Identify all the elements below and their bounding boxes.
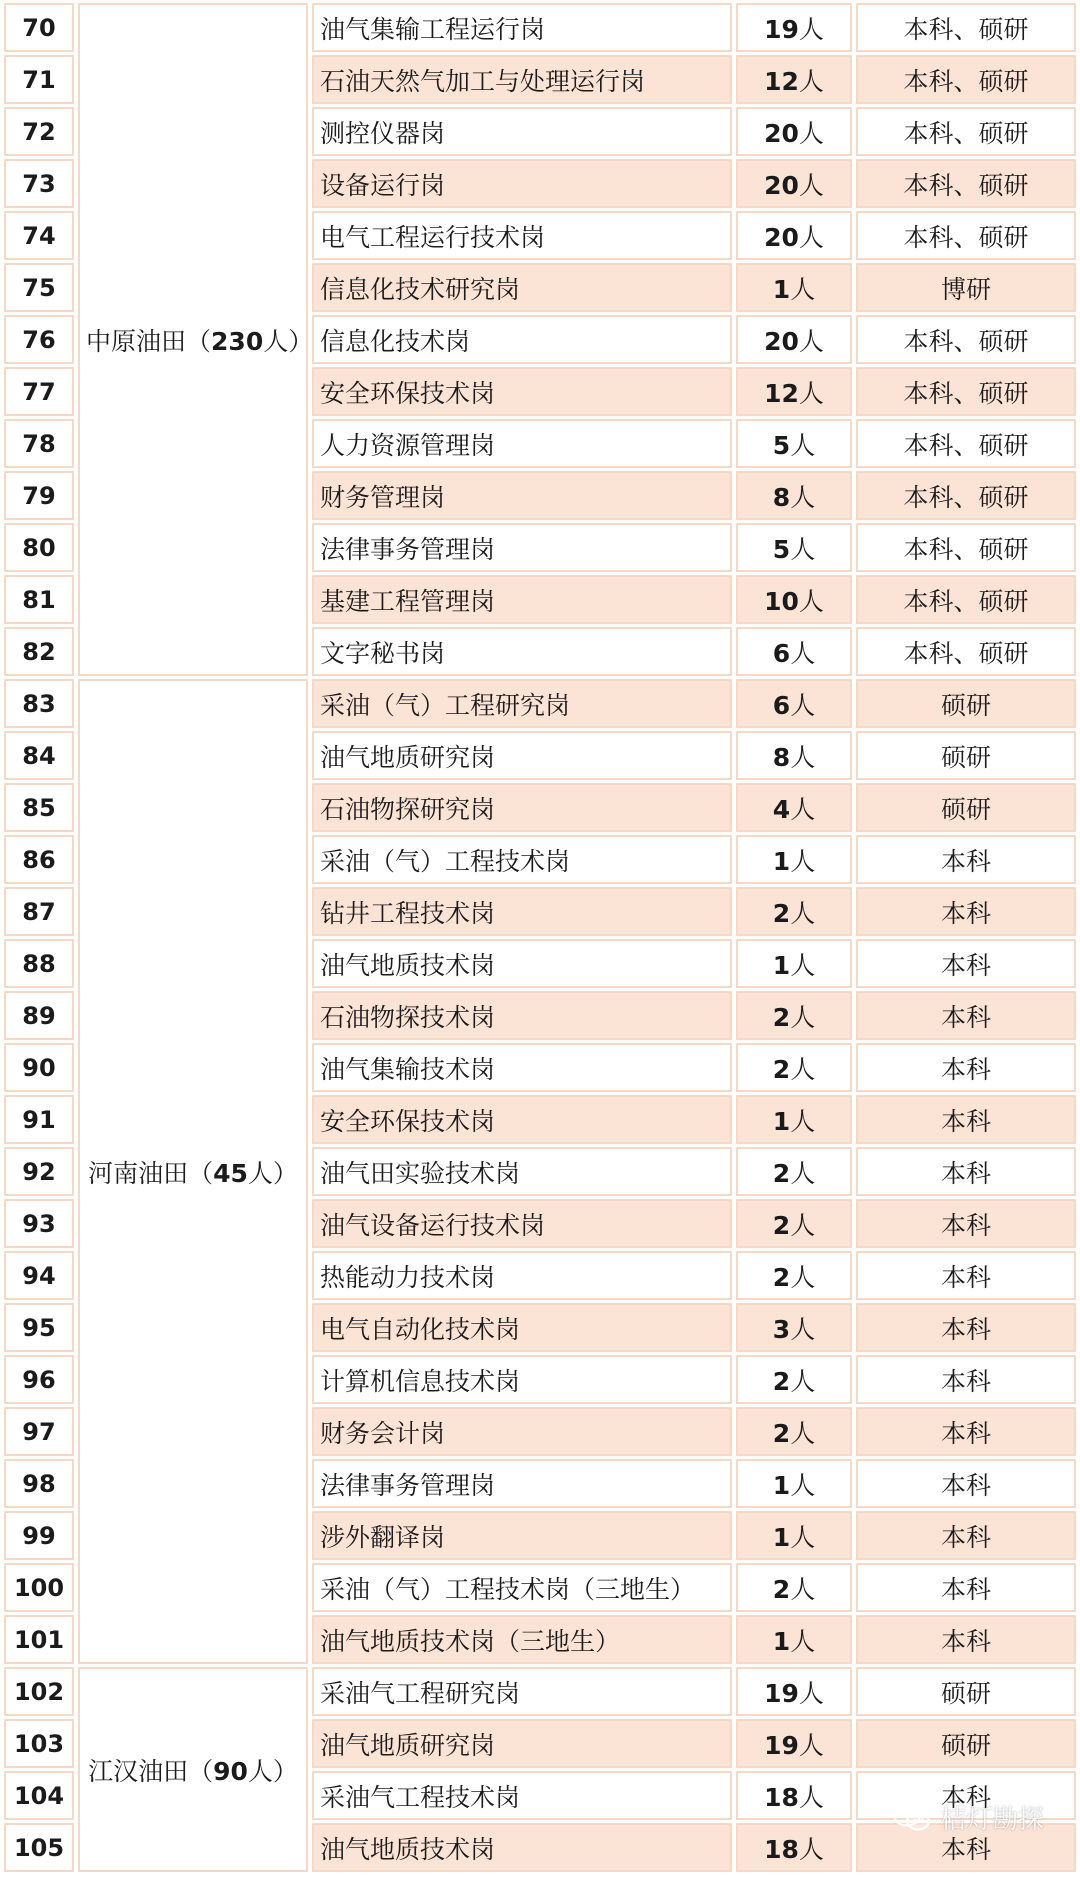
headcount-suffix: 人 bbox=[790, 1470, 816, 1500]
unit-name: 中原油田 bbox=[86, 326, 187, 356]
education-requirement: 本科、硕研 bbox=[856, 367, 1076, 416]
education-requirement: 本科 bbox=[856, 887, 1076, 936]
education-requirement: 本科、硕研 bbox=[856, 575, 1076, 624]
headcount-suffix: 人 bbox=[790, 1626, 816, 1656]
education-requirement: 本科 bbox=[856, 1147, 1076, 1196]
headcount-value: 2 bbox=[772, 898, 791, 928]
headcount-suffix: 人 bbox=[790, 1210, 816, 1240]
headcount-value: 19 bbox=[764, 1678, 799, 1708]
headcount-suffix: 人 bbox=[790, 274, 816, 304]
position-name: 油气田实验技术岗 bbox=[312, 1147, 732, 1196]
headcount-cell bbox=[736, 991, 852, 1040]
headcount-value: 2 bbox=[772, 1002, 791, 1032]
headcount-suffix: 人 bbox=[790, 482, 816, 512]
education-requirement: 本科 bbox=[856, 1459, 1076, 1508]
headcount-suffix: 人 bbox=[790, 846, 816, 876]
watermark-text: 桔灯勘探 bbox=[939, 1805, 1044, 1835]
unit-cell bbox=[78, 1667, 308, 1872]
headcount-suffix: 人 bbox=[790, 1106, 816, 1136]
headcount-cell bbox=[736, 575, 852, 624]
education-requirement: 硕研 bbox=[856, 1719, 1076, 1768]
unit-open-paren: （ bbox=[188, 1756, 214, 1786]
headcount-suffix: 人 bbox=[798, 14, 824, 44]
position-name: 电气工程运行技术岗 bbox=[312, 211, 732, 260]
unit-name: 江汉油田 bbox=[88, 1756, 189, 1786]
headcount-value: 4 bbox=[772, 794, 791, 824]
row-number: 78 bbox=[4, 419, 74, 468]
position-name: 热能动力技术岗 bbox=[312, 1251, 732, 1300]
headcount-cell bbox=[736, 1459, 852, 1508]
row-number: 97 bbox=[4, 1407, 74, 1456]
unit-count-suffix: 人 bbox=[247, 1158, 273, 1188]
headcount-value: 20 bbox=[764, 118, 799, 148]
education-requirement: 本科 bbox=[856, 1095, 1076, 1144]
row-number: 74 bbox=[4, 211, 74, 260]
headcount-suffix: 人 bbox=[798, 66, 824, 96]
headcount-value: 1 bbox=[772, 1626, 791, 1656]
headcount-suffix: 人 bbox=[798, 326, 824, 356]
position-name: 油气地质技术岗（三地生） bbox=[312, 1615, 732, 1664]
headcount-suffix: 人 bbox=[798, 586, 824, 616]
headcount-suffix: 人 bbox=[790, 742, 816, 772]
position-name: 采油（气）工程研究岗 bbox=[312, 679, 732, 728]
headcount-cell bbox=[736, 835, 852, 884]
headcount-suffix: 人 bbox=[790, 1522, 816, 1552]
headcount-cell bbox=[736, 1303, 852, 1352]
row-number: 77 bbox=[4, 367, 74, 416]
education-requirement: 本科 bbox=[856, 1615, 1076, 1664]
education-requirement: 本科 bbox=[856, 1303, 1076, 1352]
position-name: 电气自动化技术岗 bbox=[312, 1303, 732, 1352]
row-number: 98 bbox=[4, 1459, 74, 1508]
headcount-cell bbox=[736, 731, 852, 780]
education-requirement: 本科 bbox=[856, 939, 1076, 988]
education-requirement: 本科 bbox=[856, 1563, 1076, 1612]
row-number: 94 bbox=[4, 1251, 74, 1300]
position-name: 油气地质研究岗 bbox=[312, 1719, 732, 1768]
headcount-suffix: 人 bbox=[798, 1730, 824, 1760]
education-requirement: 本科 bbox=[856, 1355, 1076, 1404]
headcount-suffix: 人 bbox=[790, 950, 816, 980]
table-row bbox=[4, 3, 1076, 52]
row-number: 75 bbox=[4, 263, 74, 312]
headcount-cell bbox=[736, 211, 852, 260]
headcount-value: 1 bbox=[772, 274, 791, 304]
row-number: 87 bbox=[4, 887, 74, 936]
headcount-suffix: 人 bbox=[798, 378, 824, 408]
headcount-suffix: 人 bbox=[798, 1782, 824, 1812]
position-name: 油气集输工程运行岗 bbox=[312, 3, 732, 52]
headcount-value: 19 bbox=[764, 1730, 799, 1760]
headcount-value: 5 bbox=[772, 534, 791, 564]
position-name: 采油（气）工程技术岗 bbox=[312, 835, 732, 884]
headcount-suffix: 人 bbox=[790, 1574, 816, 1604]
education-requirement: 本科 bbox=[856, 1199, 1076, 1248]
unit-name: 河南油田 bbox=[88, 1158, 189, 1188]
headcount-value: 18 bbox=[764, 1834, 799, 1864]
row-number: 100 bbox=[4, 1563, 74, 1612]
headcount-value: 2 bbox=[772, 1366, 791, 1396]
headcount-value: 2 bbox=[772, 1574, 791, 1604]
education-requirement: 本科 bbox=[856, 1251, 1076, 1300]
position-name: 法律事务管理岗 bbox=[312, 523, 732, 572]
headcount-cell bbox=[736, 55, 852, 104]
headcount-value: 20 bbox=[764, 170, 799, 200]
position-name: 人力资源管理岗 bbox=[312, 419, 732, 468]
headcount-value: 3 bbox=[772, 1314, 791, 1344]
position-name: 油气设备运行技术岗 bbox=[312, 1199, 732, 1248]
headcount-suffix: 人 bbox=[790, 1158, 816, 1188]
unit-count-suffix: 人 bbox=[247, 1756, 273, 1786]
headcount-cell bbox=[736, 107, 852, 156]
headcount-cell bbox=[736, 263, 852, 312]
headcount-cell bbox=[736, 1511, 852, 1560]
table-row bbox=[4, 1667, 1076, 1716]
position-name: 采油气工程研究岗 bbox=[312, 1667, 732, 1716]
headcount-value: 1 bbox=[772, 950, 791, 980]
headcount-cell bbox=[736, 3, 852, 52]
education-requirement: 博研 bbox=[856, 263, 1076, 312]
row-number: 71 bbox=[4, 55, 74, 104]
headcount-suffix: 人 bbox=[790, 534, 816, 564]
headcount-value: 2 bbox=[772, 1418, 791, 1448]
education-requirement: 硕研 bbox=[856, 679, 1076, 728]
position-name: 油气地质技术岗 bbox=[312, 939, 732, 988]
unit-count: 230 bbox=[211, 326, 264, 356]
education-requirement: 本科 bbox=[856, 1043, 1076, 1092]
headcount-value: 10 bbox=[764, 586, 799, 616]
headcount-suffix: 人 bbox=[790, 1314, 816, 1344]
row-number: 73 bbox=[4, 159, 74, 208]
headcount-value: 6 bbox=[772, 638, 791, 668]
headcount-suffix: 人 bbox=[798, 1834, 824, 1864]
unit-close-paren: ） bbox=[288, 326, 314, 356]
unit-open-paren: （ bbox=[188, 1158, 214, 1188]
headcount-cell bbox=[736, 887, 852, 936]
headcount-cell bbox=[736, 1355, 852, 1404]
headcount-suffix: 人 bbox=[798, 1678, 824, 1708]
headcount-cell bbox=[736, 783, 852, 832]
education-requirement: 硕研 bbox=[856, 783, 1076, 832]
position-name: 设备运行岗 bbox=[312, 159, 732, 208]
row-number: 101 bbox=[4, 1615, 74, 1664]
position-name: 安全环保技术岗 bbox=[312, 1095, 732, 1144]
position-name: 油气集输技术岗 bbox=[312, 1043, 732, 1092]
headcount-cell bbox=[736, 1563, 852, 1612]
row-number: 72 bbox=[4, 107, 74, 156]
position-name: 财务会计岗 bbox=[312, 1407, 732, 1456]
headcount-suffix: 人 bbox=[790, 430, 816, 460]
headcount-cell bbox=[736, 1615, 852, 1664]
headcount-value: 8 bbox=[772, 742, 791, 772]
position-name: 油气地质研究岗 bbox=[312, 731, 732, 780]
headcount-suffix: 人 bbox=[790, 1002, 816, 1032]
unit-close-paren: ） bbox=[272, 1158, 298, 1188]
education-requirement: 硕研 bbox=[856, 1667, 1076, 1716]
education-requirement: 本科、硕研 bbox=[856, 3, 1076, 52]
row-number: 91 bbox=[4, 1095, 74, 1144]
headcount-cell bbox=[736, 1407, 852, 1456]
headcount-value: 1 bbox=[772, 1522, 791, 1552]
headcount-value: 1 bbox=[772, 1106, 791, 1136]
position-name: 法律事务管理岗 bbox=[312, 1459, 732, 1508]
unit-count: 45 bbox=[213, 1158, 248, 1188]
education-requirement: 本科、硕研 bbox=[856, 159, 1076, 208]
headcount-cell bbox=[736, 315, 852, 364]
position-name: 油气地质技术岗 bbox=[312, 1823, 732, 1872]
education-requirement: 本科、硕研 bbox=[856, 471, 1076, 520]
education-requirement: 本科、硕研 bbox=[856, 523, 1076, 572]
headcount-cell bbox=[736, 419, 852, 468]
unit-count-suffix: 人 bbox=[263, 326, 289, 356]
row-number: 79 bbox=[4, 471, 74, 520]
headcount-suffix: 人 bbox=[798, 118, 824, 148]
row-number: 93 bbox=[4, 1199, 74, 1248]
education-requirement: 本科 bbox=[856, 1771, 1076, 1820]
row-number: 89 bbox=[4, 991, 74, 1040]
headcount-value: 2 bbox=[772, 1210, 791, 1240]
education-requirement: 本科 bbox=[856, 835, 1076, 884]
education-requirement: 本科、硕研 bbox=[856, 419, 1076, 468]
row-number: 76 bbox=[4, 315, 74, 364]
unit-close-paren: ） bbox=[272, 1756, 298, 1786]
education-requirement: 本科 bbox=[856, 1407, 1076, 1456]
position-name: 基建工程管理岗 bbox=[312, 575, 732, 624]
headcount-value: 6 bbox=[772, 690, 791, 720]
headcount-cell bbox=[736, 1095, 852, 1144]
headcount-suffix: 人 bbox=[790, 1418, 816, 1448]
headcount-cell bbox=[736, 1771, 852, 1820]
row-number: 99 bbox=[4, 1511, 74, 1560]
headcount-value: 2 bbox=[772, 1158, 791, 1188]
headcount-cell bbox=[736, 1719, 852, 1768]
row-number: 83 bbox=[4, 679, 74, 728]
headcount-cell bbox=[736, 1251, 852, 1300]
headcount-value: 18 bbox=[764, 1782, 799, 1812]
row-number: 88 bbox=[4, 939, 74, 988]
headcount-cell bbox=[736, 471, 852, 520]
headcount-value: 1 bbox=[772, 846, 791, 876]
position-name: 计算机信息技术岗 bbox=[312, 1355, 732, 1404]
headcount-cell bbox=[736, 1667, 852, 1716]
position-name: 采油气工程技术岗 bbox=[312, 1771, 732, 1820]
position-name: 石油物探技术岗 bbox=[312, 991, 732, 1040]
headcount-value: 5 bbox=[772, 430, 791, 460]
headcount-suffix: 人 bbox=[790, 1262, 816, 1292]
headcount-suffix: 人 bbox=[790, 898, 816, 928]
headcount-value: 12 bbox=[764, 378, 799, 408]
row-number: 104 bbox=[4, 1771, 74, 1820]
education-requirement: 本科 bbox=[856, 1511, 1076, 1560]
headcount-value: 8 bbox=[772, 482, 791, 512]
position-name: 石油天然气加工与处理运行岗 bbox=[312, 55, 732, 104]
headcount-cell bbox=[736, 679, 852, 728]
headcount-suffix: 人 bbox=[790, 690, 816, 720]
headcount-suffix: 人 bbox=[798, 170, 824, 200]
row-number: 82 bbox=[4, 627, 74, 676]
headcount-cell bbox=[736, 367, 852, 416]
position-name: 财务管理岗 bbox=[312, 471, 732, 520]
headcount-cell bbox=[736, 627, 852, 676]
headcount-cell bbox=[736, 523, 852, 572]
headcount-suffix: 人 bbox=[790, 1366, 816, 1396]
row-number: 105 bbox=[4, 1823, 74, 1872]
headcount-suffix: 人 bbox=[790, 794, 816, 824]
education-requirement: 本科、硕研 bbox=[856, 211, 1076, 260]
headcount-value: 12 bbox=[764, 66, 799, 96]
headcount-suffix: 人 bbox=[790, 638, 816, 668]
position-name: 信息化技术研究岗 bbox=[312, 263, 732, 312]
headcount-value: 20 bbox=[764, 222, 799, 252]
headcount-cell bbox=[736, 1147, 852, 1196]
position-name: 钻井工程技术岗 bbox=[312, 887, 732, 936]
row-number: 84 bbox=[4, 731, 74, 780]
unit-count: 90 bbox=[213, 1756, 248, 1786]
education-requirement: 本科、硕研 bbox=[856, 107, 1076, 156]
headcount-value: 2 bbox=[772, 1262, 791, 1292]
row-number: 80 bbox=[4, 523, 74, 572]
education-requirement: 本科 bbox=[856, 1823, 1076, 1872]
unit-cell bbox=[78, 679, 308, 1664]
row-number: 86 bbox=[4, 835, 74, 884]
position-name: 文字秘书岗 bbox=[312, 627, 732, 676]
education-requirement: 本科 bbox=[856, 991, 1076, 1040]
headcount-cell bbox=[736, 1199, 852, 1248]
education-requirement: 硕研 bbox=[856, 731, 1076, 780]
table-row bbox=[4, 679, 1076, 728]
headcount-value: 19 bbox=[764, 14, 799, 44]
position-name: 涉外翻译岗 bbox=[312, 1511, 732, 1560]
headcount-value: 20 bbox=[764, 326, 799, 356]
headcount-cell bbox=[736, 939, 852, 988]
row-number: 85 bbox=[4, 783, 74, 832]
unit-cell bbox=[78, 3, 314, 676]
headcount-suffix: 人 bbox=[798, 222, 824, 252]
headcount-cell bbox=[736, 159, 852, 208]
headcount-value: 2 bbox=[772, 1054, 791, 1084]
row-number: 103 bbox=[4, 1719, 74, 1768]
position-name: 采油（气）工程技术岗（三地生） bbox=[312, 1563, 732, 1612]
education-requirement: 本科、硕研 bbox=[856, 55, 1076, 104]
position-name: 测控仪器岗 bbox=[312, 107, 732, 156]
education-requirement: 本科、硕研 bbox=[856, 627, 1076, 676]
headcount-suffix: 人 bbox=[790, 1054, 816, 1084]
position-name: 信息化技术岗 bbox=[312, 315, 732, 364]
row-number: 92 bbox=[4, 1147, 74, 1196]
table-body bbox=[4, 3, 1076, 1872]
headcount-value: 1 bbox=[772, 1470, 791, 1500]
row-number: 90 bbox=[4, 1043, 74, 1092]
position-name: 安全环保技术岗 bbox=[312, 367, 732, 416]
headcount-cell bbox=[736, 1043, 852, 1092]
row-number: 70 bbox=[4, 3, 74, 52]
unit-open-paren: （ bbox=[186, 326, 212, 356]
row-number: 81 bbox=[4, 575, 74, 624]
position-name: 石油物探研究岗 bbox=[312, 783, 732, 832]
headcount-cell bbox=[736, 1823, 852, 1872]
row-number: 102 bbox=[4, 1667, 74, 1716]
row-number: 95 bbox=[4, 1303, 74, 1352]
education-requirement: 本科、硕研 bbox=[856, 315, 1076, 364]
row-number: 96 bbox=[4, 1355, 74, 1404]
